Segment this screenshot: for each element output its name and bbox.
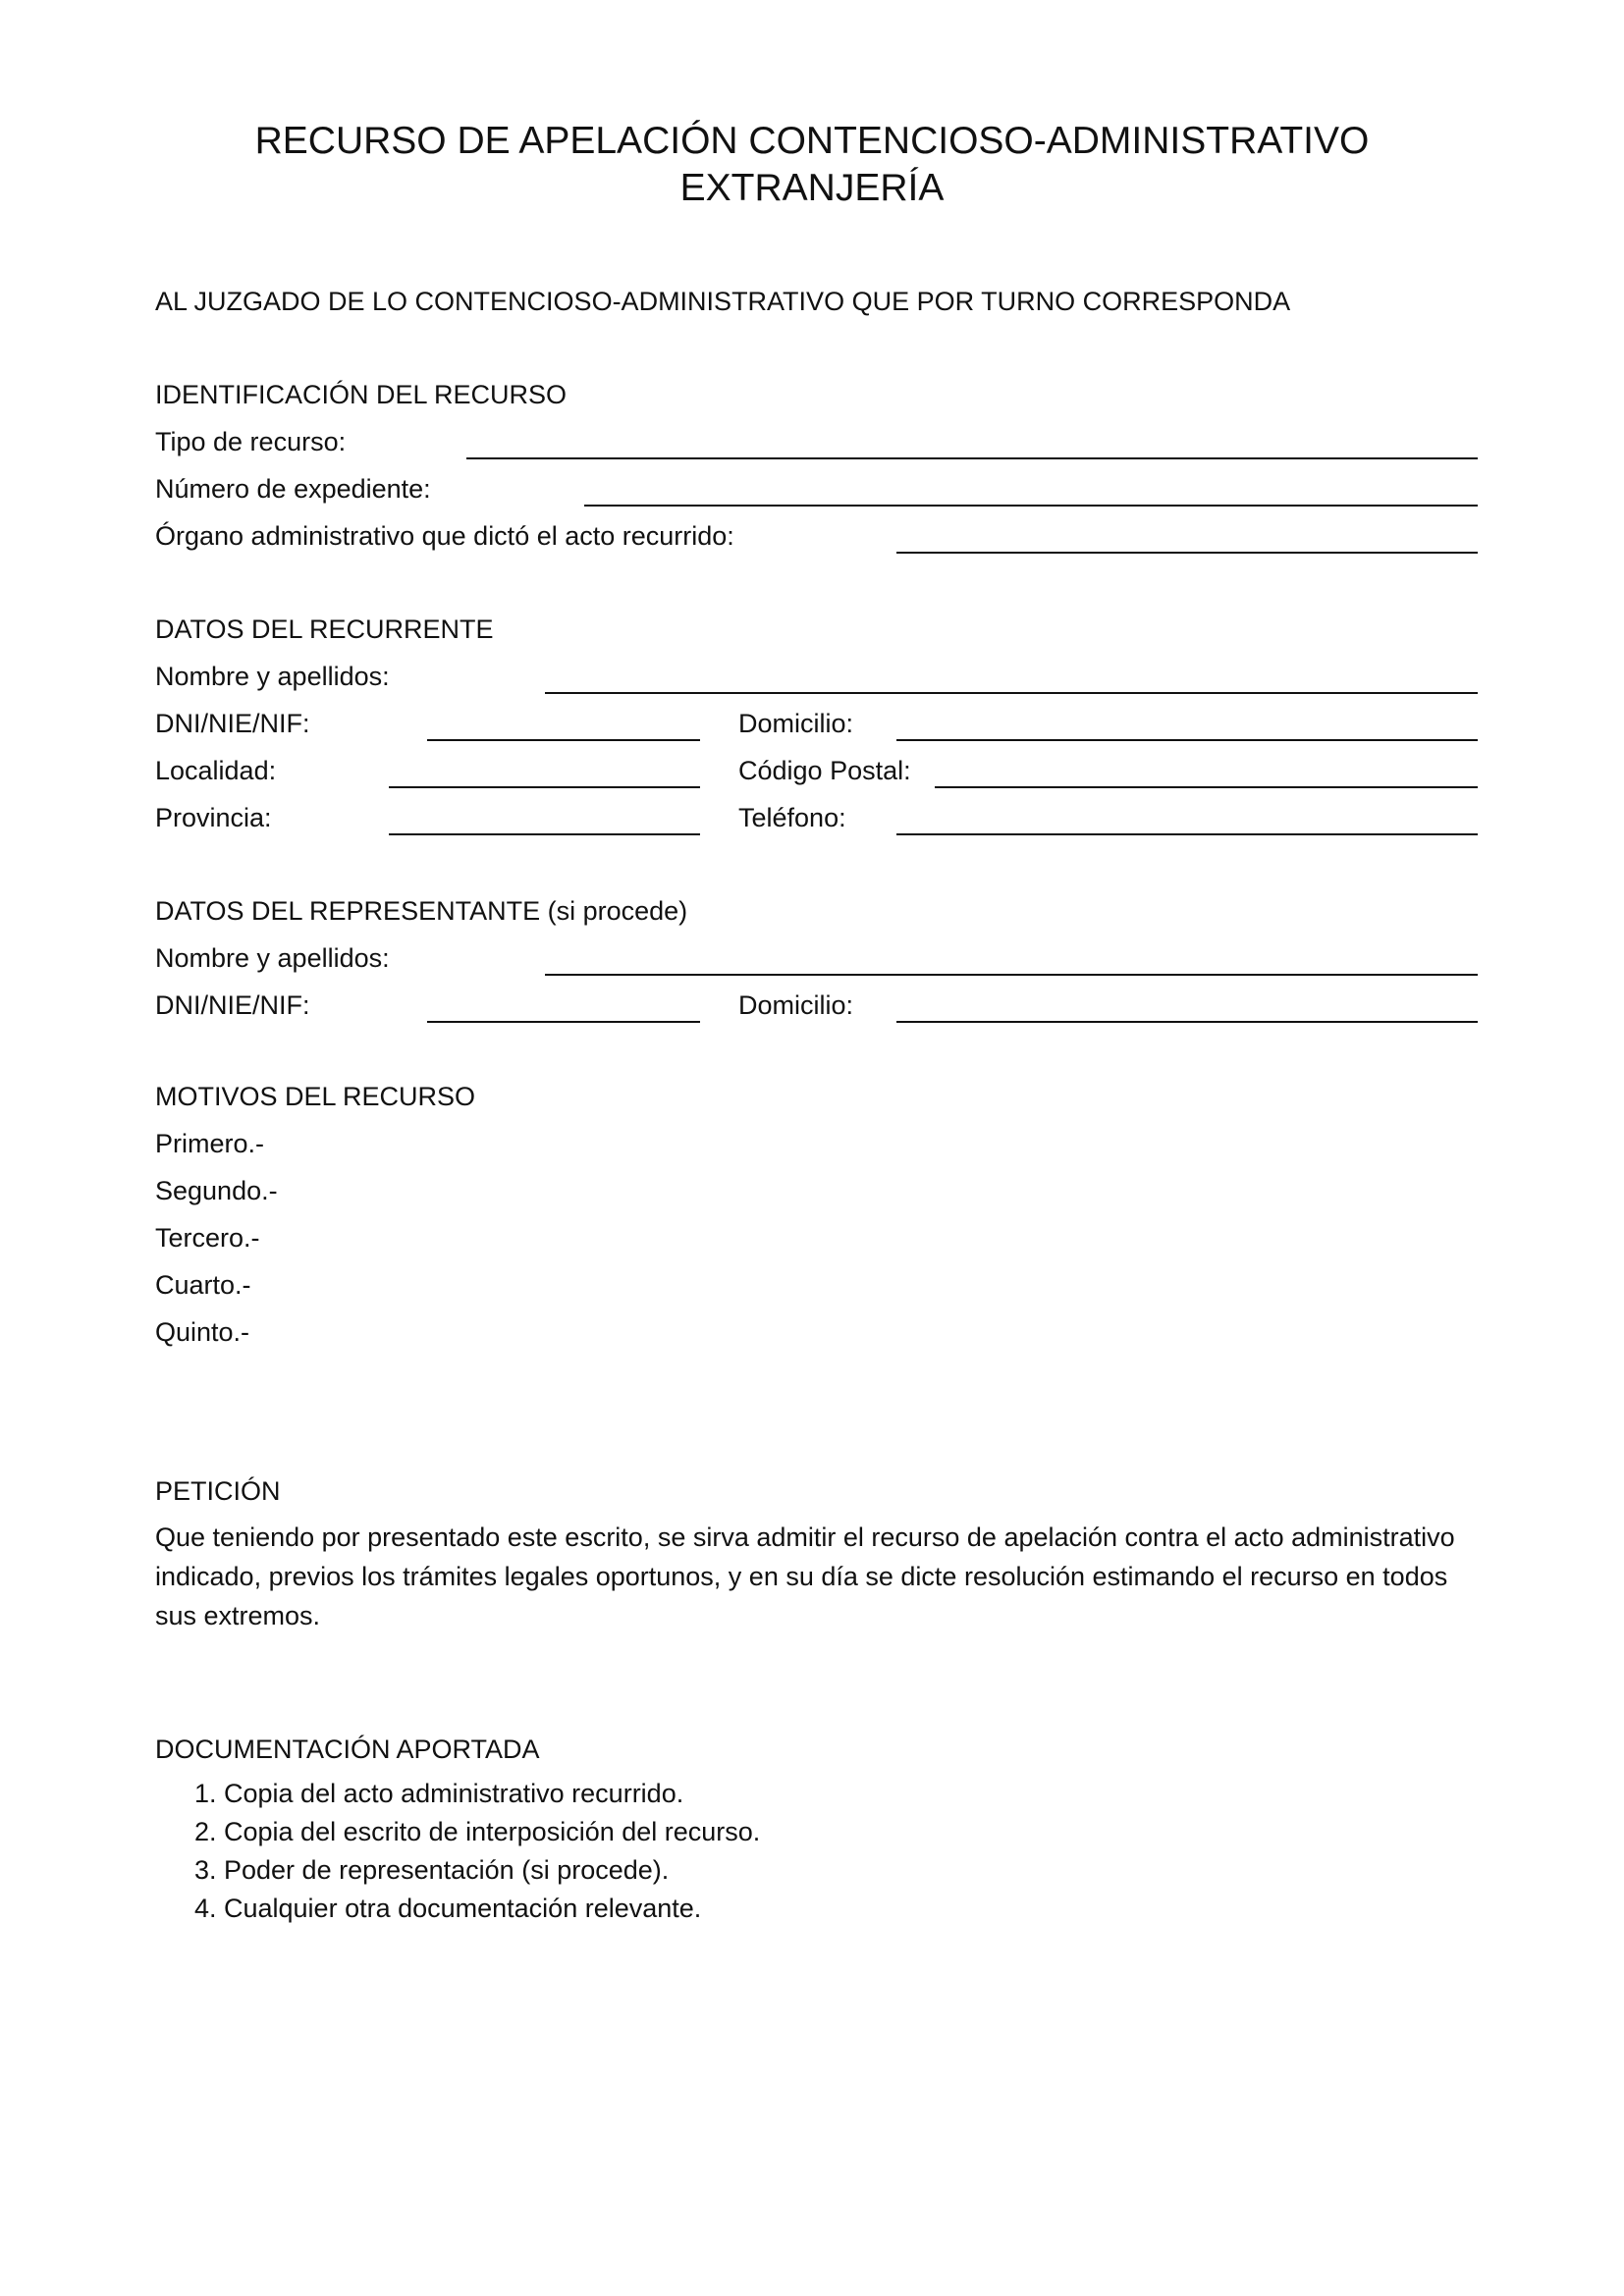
motivo-item: Quinto.- — [155, 1317, 250, 1347]
recurrente-domicilio-field[interactable] — [896, 739, 1478, 741]
list-item: 2. Copia del escrito de interposición del recurso. — [224, 1813, 760, 1851]
section-heading-identificacion: IDENTIFICACIÓN DEL RECURSO — [155, 380, 568, 409]
section-heading-motivos: MOTIVOS DEL RECURSO — [155, 1082, 476, 1111]
section-heading-representante: DATOS DEL REPRESENTANTE (si procede) — [155, 896, 688, 926]
representante-domicilio-label: Domicilio: — [738, 990, 854, 1020]
section-heading-peticion: PETICIÓN — [155, 1476, 281, 1506]
recurrente-localidad-field[interactable] — [389, 786, 700, 788]
recurrente-provincia-field[interactable] — [389, 833, 700, 835]
recurrente-dni-label: DNI/NIE/NIF: — [155, 709, 310, 738]
recurrente-domicilio-label: Domicilio: — [738, 709, 854, 738]
peticion-text: Que teniendo por presentado este escrito, se sirva admitir el recurso de apelación contra el acto administrativo indicado, previos los trámites legales oportunos, y en su día se dicte resolución estimando el recurso en todos sus extremos. — [155, 1522, 1455, 1630]
organo-administrativo-field[interactable] — [896, 552, 1478, 554]
tipo-recurso-label: Tipo de recurso: — [155, 427, 347, 456]
motivo-item: Cuarto.- — [155, 1270, 251, 1300]
representante-nombre-label: Nombre y apellidos: — [155, 943, 390, 973]
representante-dni-field[interactable] — [427, 1021, 700, 1023]
representante-dni-label: DNI/NIE/NIF: — [155, 990, 310, 1020]
recurrente-codigo-postal-field[interactable] — [935, 786, 1478, 788]
recurrente-telefono-label: Teléfono: — [738, 803, 846, 832]
representante-domicilio-field[interactable] — [896, 1021, 1478, 1023]
recurrente-dni-field[interactable] — [427, 739, 700, 741]
document-title-line-1: RECURSO DE APELACIÓN CONTENCIOSO-ADMINISTRATIVO — [254, 120, 1370, 162]
representante-nombre-field[interactable] — [545, 974, 1478, 976]
list-item: 1. Copia del acto administrativo recurrido. — [224, 1775, 760, 1813]
motivo-item: Primero.- — [155, 1129, 265, 1158]
documentacion-list — [155, 1775, 760, 1928]
list-item: 4. Cualquier otra documentación relevante. — [224, 1890, 760, 1928]
numero-expediente-field[interactable] — [584, 505, 1478, 507]
motivo-item: Segundo.- — [155, 1176, 278, 1205]
tipo-recurso-field[interactable] — [466, 457, 1478, 459]
numero-expediente-label: Número de expediente: — [155, 474, 431, 504]
addressee: AL JUZGADO DE LO CONTENCIOSO-ADMINISTRATIVO QUE POR TURNO CORRESPONDA — [155, 287, 1291, 316]
recurrente-localidad-label: Localidad: — [155, 756, 277, 785]
document-title-line-2: EXTRANJERÍA — [679, 167, 945, 209]
recurrente-nombre-label: Nombre y apellidos: — [155, 662, 390, 691]
section-heading-recurrente: DATOS DEL RECURRENTE — [155, 614, 494, 644]
organo-administrativo-label: Órgano administrativo que dictó el acto recurrido: — [155, 521, 734, 551]
list-item: 3. Poder de representación (si procede). — [224, 1851, 760, 1890]
section-heading-documentacion: DOCUMENTACIÓN APORTADA — [155, 1735, 540, 1764]
recurrente-telefono-field[interactable] — [896, 833, 1478, 835]
recurrente-provincia-label: Provincia: — [155, 803, 272, 832]
recurrente-nombre-field[interactable] — [545, 692, 1478, 694]
recurrente-codigo-postal-label: Código Postal: — [738, 756, 911, 785]
motivo-item: Tercero.- — [155, 1223, 260, 1253]
